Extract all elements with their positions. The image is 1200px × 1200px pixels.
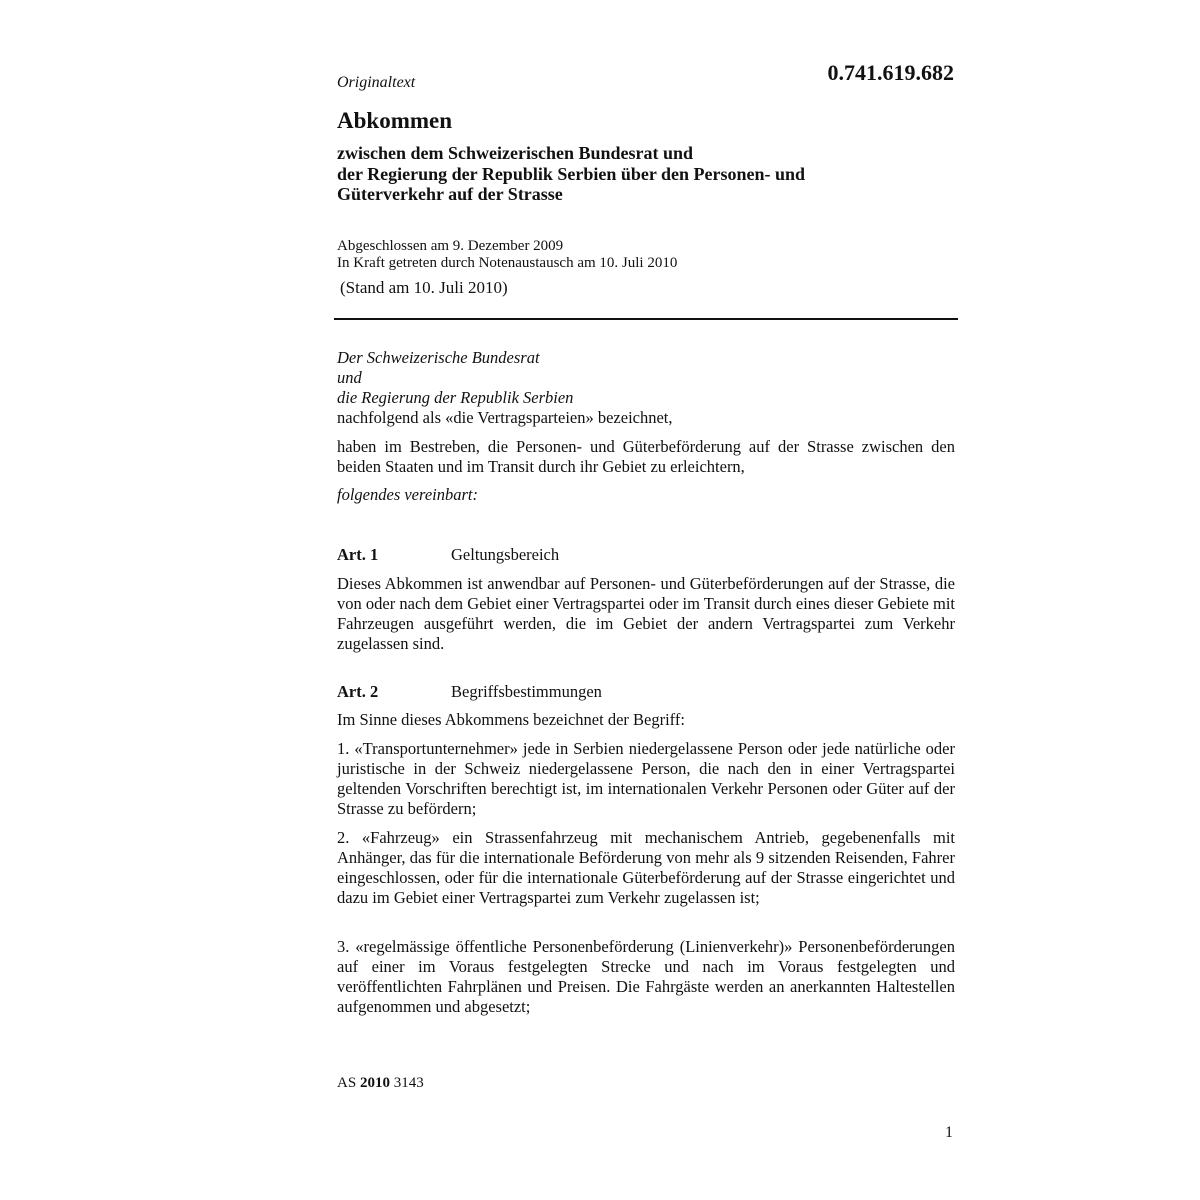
- subtitle-line: der Regierung der Republik Serbien über den Personen- und: [337, 163, 806, 184]
- as-prefix: AS: [337, 1075, 357, 1091]
- article-2-intro: Im Sinne dieses Abkommens bezeichnet der Begriff:: [337, 710, 685, 729]
- document-title: Abkommen: [337, 108, 453, 133]
- article-1-heading: [337, 545, 737, 565]
- parties-designation: nachfolgend als «die Vertragsparteien» bezeichnet,: [337, 408, 673, 427]
- as-page: 3143: [393, 1075, 424, 1091]
- status-date: (Stand am 10. Juli 2010): [340, 278, 508, 297]
- official-collection-reference: [337, 1075, 424, 1092]
- party-swiss-federal-council: Der Schweizerische Bundesrat: [337, 348, 540, 367]
- original-text-label: Originaltext: [337, 74, 416, 91]
- article-2-heading: [337, 682, 737, 702]
- article-number: Art. 1: [337, 545, 379, 564]
- concluded-date: Abgeschlossen am 9. Dezember 2009: [337, 238, 564, 254]
- in-force-date: In Kraft getreten durch Notenaustausch am 10. Juli 2010: [337, 255, 678, 271]
- contracting-parties: [337, 348, 955, 428]
- article-title: Geltungsbereich: [451, 545, 560, 564]
- agreed-clause: folgendes vereinbart:: [337, 485, 478, 504]
- party-serbian-government: die Regierung der Republik Serbien: [337, 388, 574, 407]
- page-number: 1: [945, 1124, 953, 1141]
- subtitle-line: Güterverkehr auf der Strasse: [337, 184, 563, 204]
- definition-vehicle: 2. «Fahrzeug» ein Strassenfahrzeug mit mechanischem Antrieb, gegebenenfalls mit Anhänger, das für die internationale Beförderung von mehr als 9 sitzenden Reisenden, Fahrer eingeschlossen, oder für die internationale Güterbeförderung auf der Strasse eingerichtet und dazu im Gebiet einer Vertragspartei zum Verkehr zugelassen ist;: [337, 828, 955, 907]
- document-page: [337, 0, 957, 1200]
- article-1-text: Dieses Abkommen ist anwendbar auf Personen- und Güterbeförderungen auf der Strasse, die von oder nach dem Gebiet einer Vertragspartei oder im Transit durch eines dieser Gebiete mit Fahrzeugen ausgeführt werden, die im Gebiet der andern Vertragspartei zum Verkehr zugelassen sind.: [337, 574, 955, 653]
- article-title: Begriffsbestimmungen: [451, 682, 602, 701]
- preamble: haben im Bestreben, die Personen- und Güterbeförderung auf der Strasse zwischen den beiden Staaten und im Transit durch ihr Gebiet zu erleichtern,: [337, 437, 955, 476]
- party-conjunction: und: [337, 368, 362, 387]
- subtitle-line: zwischen dem Schweizerischen Bundesrat und: [337, 143, 694, 163]
- sr-number: 0.741.619.682: [827, 60, 954, 85]
- definition-regular-service: 3. «regelmässige öffentliche Personenbeförderung (Linienverkehr)» Personenbeförderungen auf einer im Voraus festgelegten Strecke und nach im Voraus festgelegten und veröffentlichten Fahrplänen und Preisen. Die Fahrgäste werden an anerkannten Haltestellen aufgenommen und abgesetzt;: [337, 937, 955, 1016]
- title-divider: [334, 318, 958, 320]
- document-dates: [337, 238, 677, 272]
- document-subtitle: [337, 143, 937, 205]
- as-year: 2010: [359, 1075, 390, 1091]
- article-number: Art. 2: [337, 682, 379, 701]
- definition-transport-operator: 1. «Transportunternehmer» jede in Serbien niedergelassene Person oder jede natürliche oder juristische in der Schweiz niedergelassene Person, die nach den in einer Vertragspartei geltenden Vorschriften berechtigt ist, im internationalen Verkehr Personen oder Güter auf der Strasse zu befördern;: [337, 739, 955, 818]
